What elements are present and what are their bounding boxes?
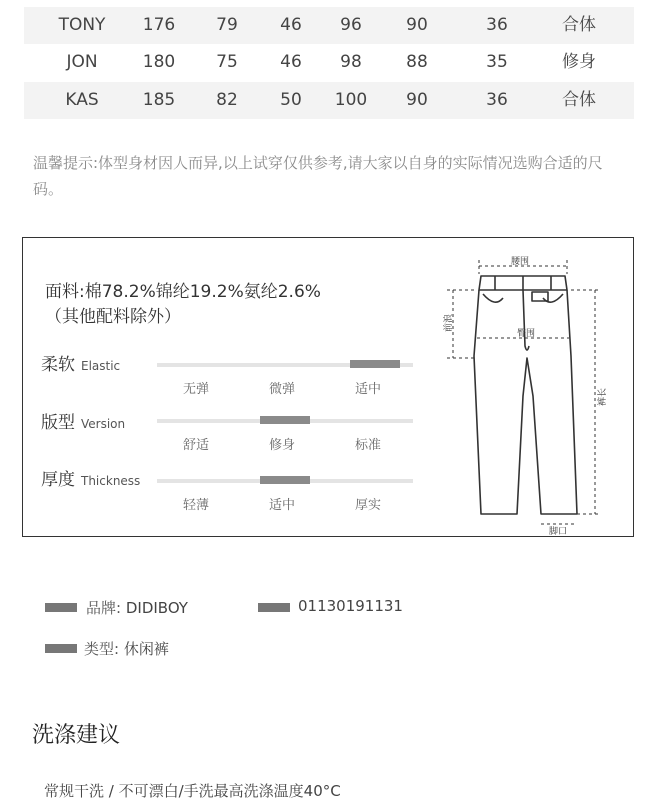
scale-option: 舒适 (182, 438, 210, 453)
fabric-panel (22, 237, 634, 537)
elastic-scale (157, 363, 413, 367)
fabric-note: （其他配料除外） (45, 307, 181, 327)
table-cell: 36 (486, 15, 508, 35)
table-cell: 35 (486, 52, 508, 72)
table-cell: 46 (280, 52, 302, 72)
table-cell: JON (66, 52, 98, 72)
attr-title-en: Thickness (81, 474, 141, 488)
table-cell: 100 (334, 90, 368, 110)
table-cell: 90 (406, 90, 428, 110)
version-scale-marker (260, 416, 310, 424)
elastic-scale-marker (350, 360, 400, 368)
scale-option: 无弹 (182, 382, 210, 397)
waist-label: 腰围 (511, 257, 530, 267)
attr-title-version (41, 408, 125, 433)
type-info (84, 638, 169, 659)
table-cell: 合体 (562, 90, 596, 110)
table-cell: 88 (406, 52, 428, 72)
pants-diagram (433, 246, 633, 536)
fabric-composition (45, 280, 321, 330)
table-cell: 36 (486, 90, 508, 110)
table-cell: 合体 (562, 15, 596, 35)
fly-line (523, 290, 529, 350)
table-cell: 176 (142, 15, 176, 35)
type-value: 休闲裤 (123, 640, 169, 658)
brand-label: 品牌: (86, 599, 122, 617)
table-cell: 79 (216, 15, 238, 35)
length-label: 裤长 (598, 387, 608, 406)
table-row (24, 44, 634, 81)
thigh-label: 臀围 (517, 329, 536, 339)
attr-title-zh: 柔软 (41, 355, 75, 375)
thickness-scale (157, 479, 413, 483)
table-cell: 90 (406, 15, 428, 35)
wash-instructions: 常规干洗 / 不可漂白/手洗最高洗涤温度40°C (44, 782, 341, 800)
attr-title-en: Version (81, 417, 126, 431)
table-row (24, 82, 634, 119)
hem-label: 脚口 (549, 527, 568, 536)
table-cell: TONY (58, 15, 106, 35)
table-cell: 修身 (562, 52, 596, 72)
table-cell: 46 (280, 15, 302, 35)
info-bullet (45, 644, 77, 653)
scale-option: 厚实 (354, 498, 382, 513)
attr-title-en: Elastic (81, 359, 121, 373)
scale-option: 轻薄 (182, 498, 210, 513)
belt-loops (495, 276, 551, 290)
size-tip: 温馨提示:体型身材因人而异,以上试穿仅供参考,请大家以自身的实际情况选购合适的尺码。 (33, 154, 603, 198)
front-rise-label: 前浪 (444, 313, 454, 332)
scale-option: 适中 (268, 498, 296, 513)
attr-title-zh: 厚度 (41, 470, 75, 490)
pants-outline (474, 290, 577, 514)
scale-option: 适中 (354, 382, 382, 397)
table-cell: KAS (65, 90, 99, 110)
scale-option: 修身 (268, 438, 296, 453)
table-cell: 82 (216, 90, 238, 110)
product-code: 01130191131 (298, 597, 403, 615)
scale-option: 微弹 (268, 382, 296, 397)
thickness-scale-marker (260, 476, 310, 484)
attr-title-thickness (41, 465, 140, 490)
scale-option: 标准 (354, 438, 382, 453)
table-cell: 75 (216, 52, 238, 72)
table-cell: 96 (340, 15, 362, 35)
table-cell: 98 (340, 52, 362, 72)
brand-value: DIDIBOY (125, 599, 188, 617)
brand-info (86, 597, 188, 618)
attr-title-zh: 版型 (41, 413, 75, 433)
table-row (24, 7, 634, 44)
wash-title: 洗涤建议 (32, 723, 121, 748)
info-bullet (45, 603, 77, 612)
table-cell: 50 (280, 90, 302, 110)
type-label: 类型: (84, 640, 120, 658)
info-bullet (258, 603, 290, 612)
table-cell: 180 (142, 52, 176, 72)
table-cell: 185 (142, 90, 176, 110)
fabric-line: 面料:棉78.2%锦纶19.2%氨纶2.6% (45, 282, 321, 302)
attr-title-elastic (41, 350, 120, 375)
version-scale (157, 419, 413, 423)
